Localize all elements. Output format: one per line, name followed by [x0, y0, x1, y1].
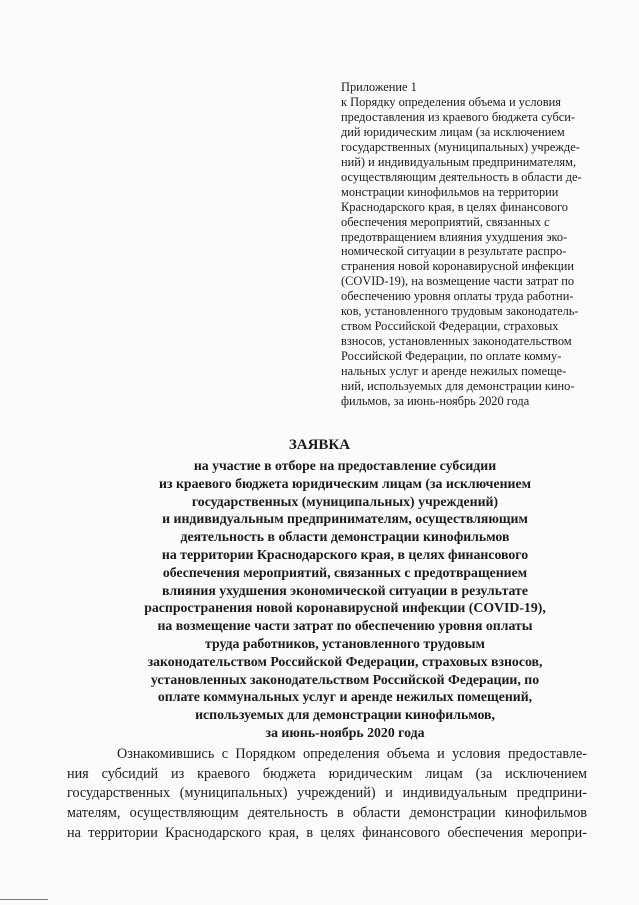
appendix-line: номической ситуации в результате распро-	[341, 244, 567, 259]
scan-edge-mark	[0, 899, 48, 900]
appendix-line: ний) и индивидуальным предпринимателям,	[341, 154, 577, 169]
subtitle-line: используемых для демонстрации кинофильмов,	[195, 707, 495, 723]
appendix-line: предотвращением влияния ухудшения эко-	[341, 229, 568, 244]
subtitle-line: оплате коммунальных услуг и аренде нежилых помещений,	[157, 689, 533, 705]
appendix-line: обеспечению уровня оплаты труда работни-	[341, 289, 574, 304]
subtitle-line: и индивидуальным предпринимателям, осуществляющим	[162, 511, 528, 527]
body-line: государственных (муниципальных) учреждений) и индивидуальным предприни-	[67, 785, 587, 802]
body-paragraph	[67, 745, 587, 844]
subtitle-line: деятельность в области демонстрации кинофильмов	[180, 529, 510, 545]
appendix-line: предоставления из краевого бюджета субси-	[341, 109, 576, 124]
subtitle-line: обеспечения мероприятий, связанных с предотвращением	[162, 564, 528, 580]
subtitle-line: труда работников, установленного трудовым	[205, 635, 485, 651]
appendix-line: дий юридическим лицам (за исключением	[341, 124, 565, 139]
appendix-line: ний, используемых для демонстрации кино-	[341, 379, 575, 394]
document-title: ЗАЯВКА	[288, 437, 351, 453]
appendix-line: монстрации кинофильмов на территории	[341, 184, 559, 199]
appendix-line: ством Российской Федерации, страховых	[341, 319, 559, 334]
appendix-line: Российской Федерации, по оплате комму-	[341, 349, 562, 364]
document-subtitle	[30, 457, 639, 742]
subtitle-line: законодательством Российской Федерации, страховых взносов,	[147, 653, 543, 669]
subtitle-line: установленных законодательством Российской Федерации, по	[150, 671, 540, 687]
subtitle-line: государственных (муниципальных) учреждений)	[191, 493, 499, 509]
subtitle-line: на участие в отборе на предоставление субсидии	[193, 458, 497, 473]
appendix-line: Краснодарского края, в целях финансового	[341, 199, 568, 214]
appendix-line: фильмов, за июнь-ноябрь 2020 года	[341, 394, 530, 409]
subtitle-line: распространения новой коронавирусной инфекции (COVID-19),	[144, 600, 546, 616]
appendix-line: государственных (муниципальных) учрежде-	[341, 139, 580, 154]
appendix-line: странения новой коронавирусной инфекции	[341, 259, 575, 274]
appendix-line: взносов, установленных законодательством	[341, 334, 572, 349]
appendix-line: (COVID-19), на возмещение части затрат по	[341, 274, 575, 289]
appendix-line: ков, установленного трудовым законодатель-	[341, 304, 579, 319]
appendix-line: обеспечения мероприятий, связанных с	[341, 214, 550, 229]
body-line: мателям, осуществляющим деятельность в области демонстрации кинофильмов	[67, 805, 587, 822]
subtitle-line: влияния ухудшения экономической ситуации в результате	[162, 582, 528, 598]
appendix-line: осуществляющим деятельность в области де-	[341, 169, 582, 184]
body-line: ния субсидий из краевого бюджета юридическим лицам (за исключением	[67, 765, 587, 782]
subtitle-line: за июнь-ноябрь 2020 года	[265, 724, 425, 740]
appendix-block	[341, 80, 601, 409]
body-line: Ознакомившись с Порядком определения объема и условия предоставле-	[117, 746, 587, 762]
subtitle-line: на возмещение части затрат по обеспечению уровня оплаты	[157, 618, 533, 634]
subtitle-line: из краевого бюджета юридическим лицам (за исключением	[159, 475, 531, 491]
appendix-line: нальных услуг и аренде нежилых помеще-	[341, 364, 567, 379]
subtitle-line: на территории Краснодарского края, в целях финансового	[161, 546, 529, 562]
body-line: на территории Краснодарского края, в целях финансового обеспечения меропри-	[67, 824, 587, 841]
appendix-line: к Порядку определения объема и условия	[341, 94, 561, 109]
appendix-line: Приложение 1	[341, 80, 417, 94]
